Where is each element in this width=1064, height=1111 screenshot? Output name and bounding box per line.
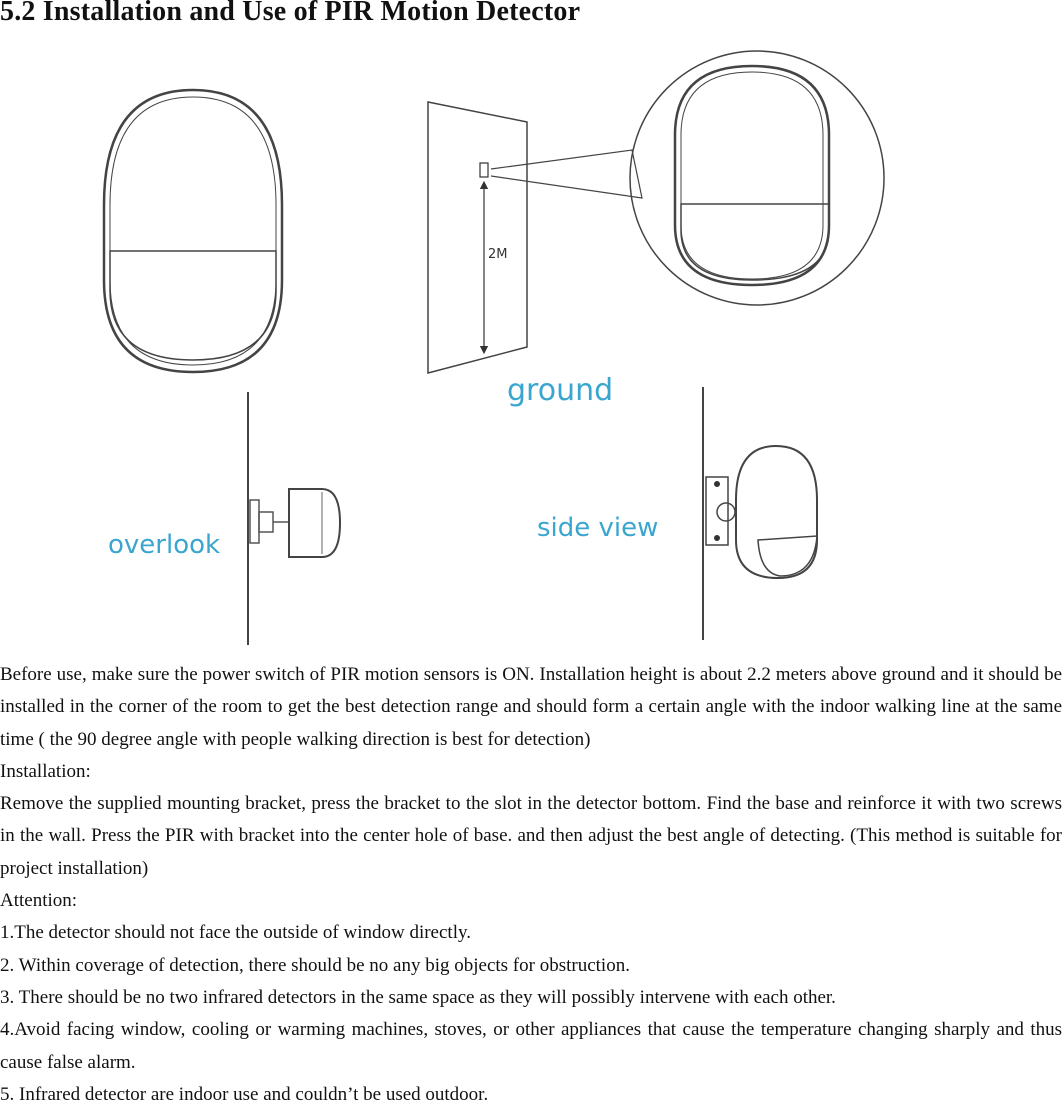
attention-item: 1.The detector should not face the outside of window directly. <box>0 922 471 944</box>
attention-heading: Attention: <box>0 890 78 912</box>
installation-paragraph: Remove the supplied mounting bracket, press the bracket to the slot in the detector bottom. Find the base and reinforce it with two screws in the wall. Press the PIR with bracket into the center hole of base. and then adjust the best angle of detecting. (This method is suitable for project installation) <box>0 793 1062 879</box>
attention-item: 2. Within coverage of detection, there should be no any big objects for obstruction. <box>0 954 630 976</box>
height-label: 2M <box>488 247 508 262</box>
overlook-label: overlook <box>108 530 221 560</box>
side-view-label: side view <box>537 513 659 543</box>
section-heading: 5.2 Installation and Use of PIR Motion Detector <box>0 0 581 27</box>
detector-front-view <box>104 90 282 372</box>
instructions-text <box>0 659 1062 1111</box>
attention-item: 3. There should be no two infrared detectors in the same space as they will possibly intervene with each other. <box>0 986 836 1008</box>
installation-heading: Installation: <box>0 760 91 782</box>
attention-item: 5. Infrared detector are indoor use and couldn’t be used outdoor. <box>0 1083 489 1105</box>
side-view-diagram <box>703 387 817 640</box>
installation-figure <box>0 40 1064 655</box>
ground-label: ground <box>507 373 614 408</box>
magnified-detector-view <box>630 51 884 305</box>
overlook-diagram <box>248 392 340 645</box>
attention-item: 4.Avoid facing window, cooling or warming machines, stoves, or other appliances that cause the temperature changing sharply and thus cause false alarm. <box>0 1019 1062 1073</box>
intro-paragraph: Before use, make sure the power switch of PIR motion sensors is ON. Installation height is about 2.2 meters above ground and it should be installed in the corner of the room to get the best detection range and should form a certain angle with the indoor walking line at the same time ( the 90 degree angle with people walking direction is best for detection) <box>0 664 1062 750</box>
wall-height-diagram <box>428 102 642 373</box>
